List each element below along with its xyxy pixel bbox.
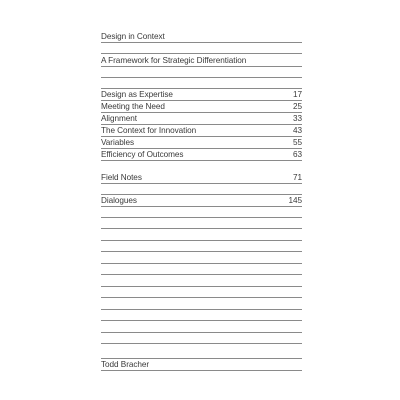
toc-entry	[101, 125, 302, 136]
contents-page	[101, 0, 302, 400]
book-title	[101, 31, 302, 42]
toc-entry-label: Field Notes	[101, 173, 142, 182]
toc-entry	[101, 137, 302, 148]
toc-entry-label: The Context for Innovation	[101, 126, 197, 135]
rule	[101, 206, 302, 207]
book-subtitle	[101, 55, 302, 66]
rule	[101, 263, 302, 264]
toc-entry-page: 71	[292, 173, 302, 182]
book-title-text: Design in Context	[101, 32, 165, 41]
book-subtitle-text: A Framework for Strategic Differentiation	[101, 56, 247, 65]
toc-entry-page: 145	[288, 196, 302, 205]
author-name: Todd Bracher	[101, 360, 150, 369]
rule	[101, 370, 302, 371]
rule	[101, 332, 302, 333]
rule	[101, 160, 302, 161]
rule	[101, 274, 302, 275]
toc-entry	[101, 89, 302, 100]
toc-entry	[101, 149, 302, 160]
toc-entry	[101, 113, 302, 124]
toc-entry-label: Efficiency of Outcomes	[101, 150, 184, 159]
toc-entry-page: 17	[292, 90, 302, 99]
toc-entry-page: 43	[292, 126, 302, 135]
rule	[101, 183, 302, 184]
toc-entry-label: Dialogues	[101, 196, 137, 205]
rule	[101, 66, 302, 67]
rule	[101, 240, 302, 241]
toc-entry	[101, 195, 302, 206]
author	[101, 359, 302, 370]
rule	[101, 217, 302, 218]
rule	[101, 53, 302, 54]
rule	[101, 320, 302, 321]
rule	[101, 77, 302, 78]
toc-entry-page: 33	[292, 114, 302, 123]
toc-entry	[101, 101, 302, 112]
toc-entry-label: Meeting the Need	[101, 102, 165, 111]
rule	[101, 251, 302, 252]
rule	[101, 42, 302, 43]
toc-entry-page: 25	[292, 102, 302, 111]
rule	[101, 286, 302, 287]
toc-entry-label: Alignment	[101, 114, 137, 123]
rule	[101, 309, 302, 310]
toc-entry-label: Variables	[101, 138, 135, 147]
rule	[101, 297, 302, 298]
rule	[101, 228, 302, 229]
toc-entry-page: 63	[292, 150, 302, 159]
toc-entry	[101, 172, 302, 183]
toc-entry-page: 55	[292, 138, 302, 147]
rule	[101, 343, 302, 344]
toc-entry-label: Design as Expertise	[101, 90, 173, 99]
